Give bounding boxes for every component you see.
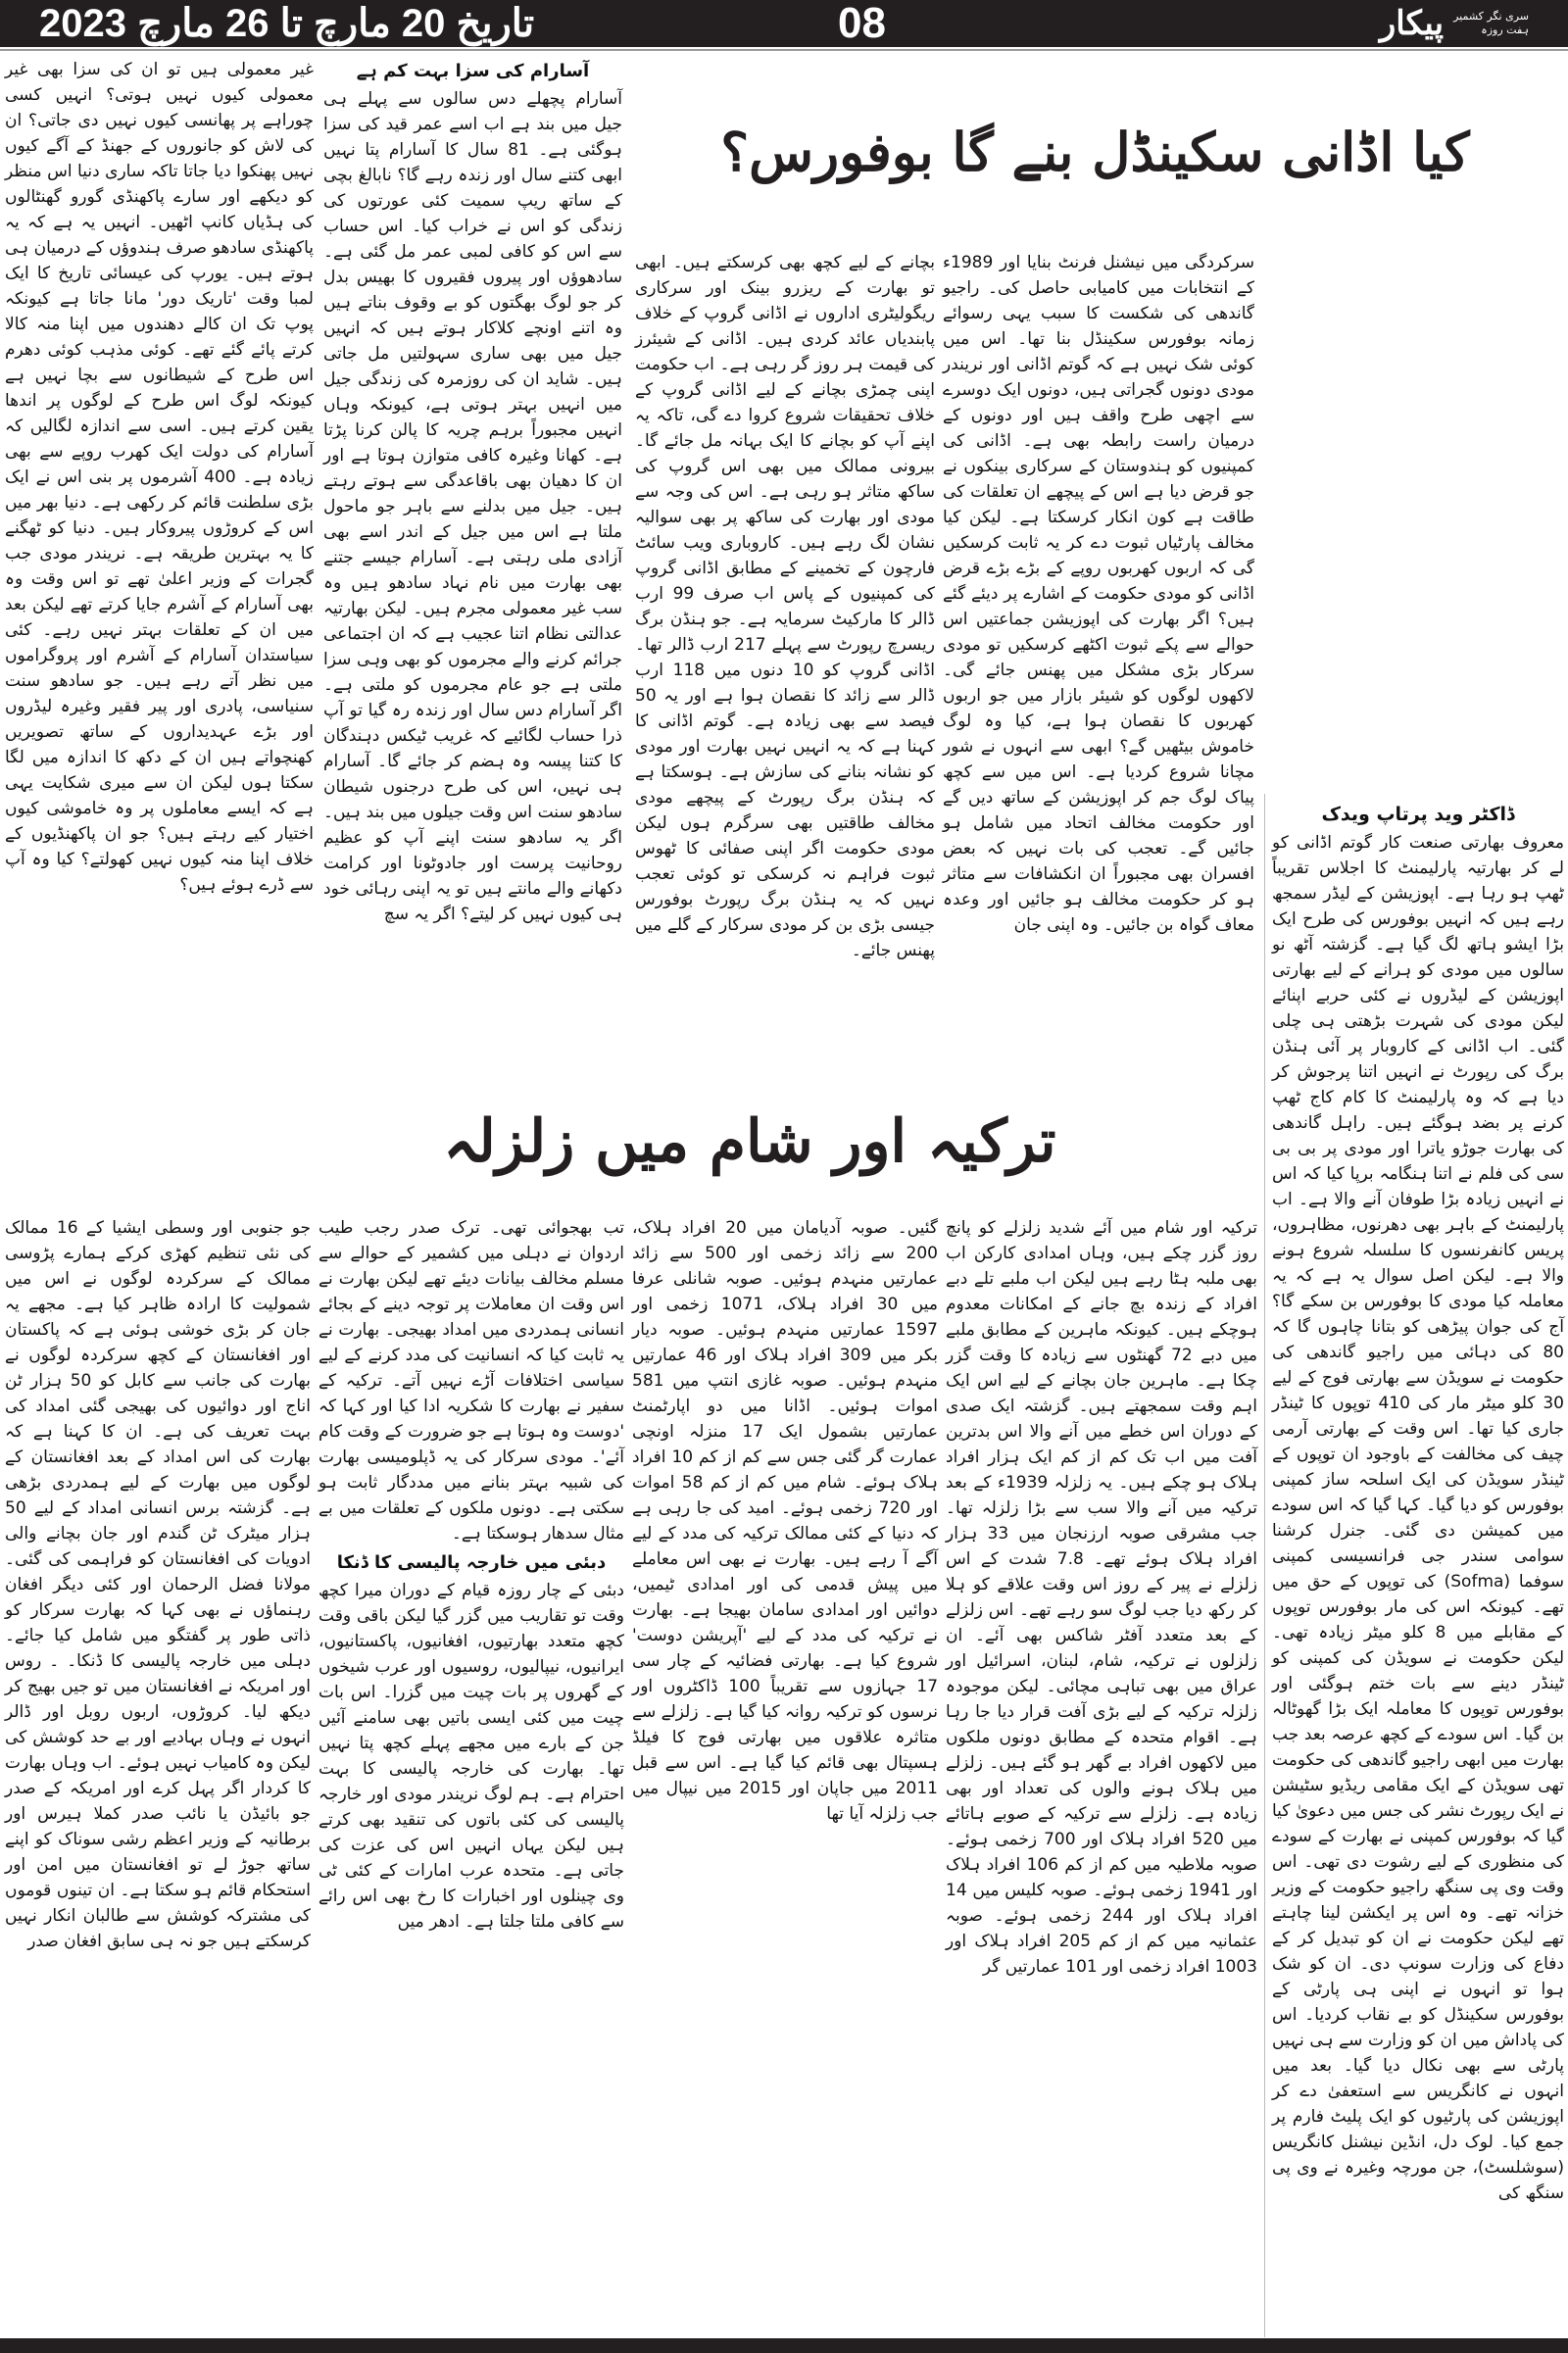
masthead xyxy=(0,0,1568,47)
column-divider xyxy=(1264,794,1265,2337)
asaram-subhead: آسارام کی سزا بہت کم ہے xyxy=(356,61,590,81)
quake-paragraph: جو جنوبی اور وسطی ایشیا کے 16 ممالک کی نئی تنظیم کھڑی کرکے ہمارے پڑوسی ممالک کے سرکردہ لوگوں نے اس میں شمولیت کا ارادہ ظاہر کیا ہے۔ مجھے یہ جان کر بڑی خوشی ہوئی ہے کہ پاکستان اور افغانستان کے کچھ سرکردہ لوگوں نے بھارت کی جانب سے کابل کو 50 ہزار ٹن اناج اور دوائیوں کی بھیجی گئی امداد کی بہت تعریف کی ہے۔ ان کا کہنا ہے کہ بھارت کی اس امداد کے بعد افغانستان کے لوگوں میں بھارت کے لیے ہمدردی بڑھی ہے۔ گزشتہ برس انسانی امداد کے لیے 50 ہزار میٹرک ٹن گندم اور جان بچانے والی ادویات کی افغانستان کو فراہمی کی گئی۔ مولانا فضل الرحمان اور کئی دیگر افغان رہنماؤں نے بھی کہا کہ بھارت سرکار کو ذاتی طور پر گفتگو میں شامل کیا جائے۔ دہلی میں خارجہ پالیسی کا ڈنکا۔ ۔ روس اور امریکہ نے افغانستان میں تو جیں بھیج کر دیکھ لیا۔ کروڑوں، اربوں روبل اور ڈالر انہوں نے وہاں بہادیے اور بے حد کوشش کی لیکن وہ کامیاب نہیں ہوئے۔ اب وہاں بھارت کا کردار اگر پہل کرے اور امریکہ کے صدر جو بائیڈن یا نائب صدر کملا ہیرس اور برطانیہ کے وزیر اعظم رشی سوناک کو اپنے ساتھ جوڑ لے تو افغانستان میں امن اور استحکام قائم ہو سکتا ہے۔ ان تینوں قوموں کی مشترکہ کوشش سے طالبان انکار نہیں کرسکتے ہیں جو نہ ہی سابق افغان صدر xyxy=(4,1218,311,1951)
footer-bar xyxy=(0,2338,1568,2353)
logo-place: سری نگر کشمیر xyxy=(1453,10,1529,23)
logo-tag: ہفت روزہ xyxy=(1481,24,1529,36)
quake-paragraph: گئیں۔ صوبہ آدیامان میں 20 افراد ہلاک، 200 سے زائد زخمی اور 500 سے زائد عمارتیں منہدم ہوئیں۔ صوبہ شانلی عرفا میں 30 افراد ہلاک، 1071 زخمی اور 1597 عمارتیں منہدم ہوئیں۔ صوبہ دیار بکر میں 309 افراد ہلاک اور 46 عمارتیں منہدم ہوئیں۔ صوبہ غازی انتپ میں 581 اموات ہوئیں۔ اڈانا میں دو اپارٹمنٹ عمارتیں بشمول ایک 17 منزلہ اونچی عمارت گر گئی جس سے کم از کم 10 افراد ہلاک ہوئے۔ شام میں کم از کم 58 اموات اور 720 زخمی ہوئے۔ امید کی جا رہی ہے کہ دنیا کے کئی ممالک ترکیہ کی مدد کے لیے آگے آ رہے ہیں۔ بھارت نے بھی اس معاملے میں پیش قدمی کی اور امدادی ٹیمیں، دوائیں اور امدادی سامان بھیجا ہے۔ بھارت نے ترکیہ کی مدد کے لیے 'آپریشن دوست' شروع کیا ہے۔ بھارتی فضائیہ کے چار سی 17 جہازوں سے تقریباً 100 ڈاکٹروں اور نرسوں کو ترکیہ روانہ کیا گیا ہے۔ زلزلے سے متاثرہ علاقوں میں بھارتی فوج کا فیلڈ ہسپتال بھی قائم کیا گیا ہے۔ اس سے قبل 2011 میں جاپان اور 2015 میں نیپال میں جب زلزلہ آیا تھا xyxy=(632,1218,939,1824)
logo-name: پیکار xyxy=(1379,4,1445,43)
quake-column-3 xyxy=(318,1215,624,1936)
adani-column-1 xyxy=(943,250,1254,940)
quake-column-2 xyxy=(632,1215,938,1829)
quake-paragraph: ترکیہ اور شام میں آئے شدید زلزلے کو پانچ روز گزر چکے ہیں، وہاں امدادی کارکن اب بھی ملبہ ہٹا رہے ہیں لیکن اب ملبے تلے دبے افراد کے زندہ بچ جانے کے امکانات معدوم ہوچکے ہیں۔ کیونکہ ماہرین کے مطابق ملبے میں دبے 72 گھنٹوں سے زیادہ کا وقت گزر چکا ہے۔ ماہرین جان بچانے کے لیے اس ایک اہم وقت سمجھتے ہیں۔ گزشتہ ایک صدی کے دوران اس خطے میں آنے والا اس بدترین آفت میں اب تک کم از کم ایک ہزار افراد ہلاک ہو چکے ہیں۔ یہ زلزلہ 1939ء کے بعد ترکیہ میں آنے والا سب سے بڑا زلزلہ تھا۔ جب مشرقی صوبہ ارزنجان میں 33 ہزار افراد ہلاک ہوئے تھے۔ 7.8 شدت کے اس زلزلے نے پیر کے روز اس وقت علاقے کو ہلا کر رکھ دیا جب لوگ سو رہے تھے۔ اس زلزلے کے بعد متعدد آفٹر شاکس بھی آئے۔ ان زلزلوں نے ترکیہ، شام، لبنان، اسرائیل اور عراق میں بھی تباہی مچائی۔ لیکن موجودہ زلزلہ ترکیہ کے لیے بڑی آفت قرار دیا جا رہا ہے۔ اقوام متحدہ کے مطابق دونوں ملکوں میں لاکھوں افراد بے گھر ہو گئے ہیں۔ زلزلے میں ہلاک ہونے والوں کی تعداد اور بھی زیادہ ہے۔ زلزلے سے ترکیہ کے صوبے ہاتائے میں 520 افراد ہلاک اور 700 زخمی ہوئے۔ صوبہ ملاطیہ میں کم از کم 106 افراد ہلاک اور 1941 زخمی ہوئے۔ صوبہ کلیس میں 14 افراد ہلاک اور 244 زخمی ہوئے۔ صوبہ عثمانیہ میں کم از کم 205 افراد ہلاک اور 1003 افراد زخمی اور 101 عمارتیں گر xyxy=(946,1218,1258,1977)
quake-column-4 xyxy=(5,1215,311,1956)
adani-paragraph: معروف بھارتی صنعت کار گوتم اڈانی کو لے کر بھارتیہ پارلیمنٹ کا اجلاس تقریباً ٹھپ ہو رہا ہے۔ اپوزیشن کے لیڈر سمجھ رہے ہیں کہ انہیں بوفورس کی طرح ایک بڑا ایشو ہاتھ لگ گیا ہے۔ گزشتہ آٹھ نو سالوں میں مودی کو ہرانے کے لیے بھارتی اپوزیشن کے لیڈروں نے کئی حربے اپنائے لیکن مودی کی شہرت بڑھتی ہی چلی گئی۔ اب اڈانی کے کاروبار پر آئی ہنڈن برگ کی رپورٹ نے انہیں اتنا پرجوش کر دیا ہے کہ وہ پارلیمنٹ کا کام کاج ٹھپ کرنے پر بضد ہوگئے ہیں۔ راہل گاندھی کی بھارت جوڑو یاترا اور مودی پر بی بی سی کی فلم نے اتنا ہنگامہ برپا کیا کہ اس نے انہیں زیادہ بڑا طوفان آنے والا ہے۔ اب پارلیمنٹ کے باہر بھی دھرنوں، مظاہروں، پریس کانفرنسوں کا سلسلہ شروع ہونے والا ہے۔ لیکن اصل سوال یہ ہے کہ یہ معاملہ کیا مودی کا بوفورس بن سکے گا؟ آج کی جوان پیڑھی کو بتانا چاہوں گا کہ 80 کی دہائی میں راجیو گاندھی کی حکومت نے سویڈن سے بھارتی فوج کے لیے 30 کلو میٹر مار کی 410 توپوں کا ٹینڈر جاری کیا تھا۔ اس وقت کے بھارتی آرمی چیف کی مخالفت کے باوجود ان توپوں کے ٹینڈر سویڈن کی ایک اسلحہ ساز کمپنی بوفورس کو دیا گیا۔ کہا گیا کہ اس سودے میں کمیشن دی گئی۔ جنرل کرشنا سوامی سندر جی فرانسیسی کمپنی سوفما (Sofma) کی توپوں کے حق میں تھے۔ کیونکہ اس کی مار بوفورس توپوں کے مقابلے میں 8 کلو میٹر زیادہ تھی۔ لیکن حکومت نے سویڈن کی کمپنی کو ٹینڈر دینے سے بات ختم ہوگئی اور بوفورس توپوں کا معاملہ ایک بڑا گھوٹالہ بن گیا۔ اس سودے کے کچھ عرصہ بعد جب بھارت میں ابھی راجیو گاندھی کی حکومت تھی سویڈن کے ایک مقامی ریڈیو سٹیشن نے ایک رپورٹ نشر کی جس میں دعویٰ کیا گیا کہ بوفورس کمپنی نے بھارت کے سودے کی منظوری کے لیے رشوت دی تھی۔ اس وقت وی پی سنگھ راجیو حکومت کے وزیر خزانہ تھے۔ وہ اس پر ایکشن لینا چاہتے تھے لیکن حکومت نے ان کو تبدیل کر کے دفاع کی وزارت سونپ دی۔ ان کو شک ہوا تو انہوں نے اپنی ہی پارٹی کے بوفورس سکینڈل کو بے نقاب کردیا۔ اس کی پاداش میں ان کو وزارت سے ہی نہیں پارٹی سے بھی نکال دیا گیا۔ بعد میں انہوں نے کانگریس سے استعفیٰ دے کر اپوزیشن کی پارٹیوں کو ایک پلیٹ فارم پر جمع کیا۔ لوک دل، انڈین نیشنل کانگریس (سوشلسٹ)، جن مورچہ وغیرہ نے وی پی سنگھ کی xyxy=(1272,833,1565,2203)
dubai-subhead: دبئی میں خارجہ پالیسی کا ڈنکا xyxy=(336,1552,607,1573)
asaram-column-2 xyxy=(5,57,314,900)
adani-column-2 xyxy=(635,250,935,965)
quake-headline: ترکیہ اور شام میں زلزلہ xyxy=(443,1107,1056,1176)
author-byline: ڈاکٹر وید پرتاپ ویدک xyxy=(1321,804,1515,825)
adani-column-main xyxy=(1272,799,1564,2208)
adani-paragraph: سرکردگی میں نیشنل فرنٹ بنایا اور 1989ء کے انتخابات میں کامیابی حاصل کی۔ راجیو گاندھی کی شکست کا سبب یہی رسوائے زمانہ بوفورس سکینڈل بنا تھا۔ اس میں کوئی شک نہیں ہے کہ گوتم اڈانی اور نریندر مودی دونوں گجراتی ہیں، دونوں ایک دوسرے سے اچھی طرح واقف ہیں اور دونوں کے درمیان راست رابطہ بھی ہے۔ اڈانی کی کمپنیوں کو ہندوستان کے سرکاری بینکوں نے جو قرض دیا ہے اس کے پیچھے ان تعلقات کی طاقت ہے کون انکار کرسکتا ہے۔ لیکن کیا مخالف پارٹیاں ثبوت دے کر یہ ثابت کرسکیں گی کہ اربوں کھربوں روپے کے بڑے بڑے قرض اڈانی کو مودی حکومت کے اشارے پر دیئے گئے ہیں؟ اگر بھارت کی اپوزیشن جماعتیں اس حوالے سے پکے ثبوت اکٹھے کرسکیں تو مودی سرکار بڑی مشکل میں پھنس جائے گی۔ لاکھوں لوگوں کو شیئر بازار میں جو اربوں کھربوں کا نقصان ہوا ہے، کیا وہ لوگ خاموش بیٹھیں گے؟ ابھی سے انہوں نے شور مچانا شروع کردیا ہے۔ اس میں سے کچھ پیاک لوگ جم کر اپوزیشن کے ساتھ دیں گے اور حکومت مخالف اتحاد میں شامل ہو جائیں گے۔ تعجب کی بات نہیں کہ بعض افسران بھی مجبوراً ان انکشافات سے متاثر ہو کر حکومت مخالف ہو جائیں اور وعدہ معاف گواہ بن جائیں۔ وہ اپنی جان xyxy=(943,253,1254,935)
dubai-paragraph: دبئی کے چار روزہ قیام کے دوران میرا کچھ وقت تو تقاریب میں گزر گیا لیکن باقی وقت کچھ متعدد بھارتیوں، افغانیوں، پاکستانیوں، ایرانیوں، نیپالیوں، روسیوں اور عرب شیخوں کے گھروں پر بات چیت میں گزرا۔ اس بات چیت میں کئی ایسی باتیں بھی سامنے آئیں جن کے بارے میں مجھے پہلے کچھ پتا نہیں تھا۔ بھارت کی خارجہ پالیسی کا بہت احترام ہے۔ ہم لوگ نریندر مودی اور خارجہ پالیسی کی کئی باتوں کی تنقید بھی کرتے ہیں لیکن یہاں انہیں اس کی عزت کی جاتی ہے۔ متحدہ عرب امارات کے کئی ٹی وی چینلوں اور اخبارات کا رخ بھی اس رائے سے کافی ملتا جلتا ہے۔ ادھر میں xyxy=(318,1581,624,1932)
quake-column-1 xyxy=(946,1215,1257,1982)
asaram-paragraph: غیر معمولی ہیں تو ان کی سزا بھی غیر معمولی کیوں نہیں ہوتی؟ انہیں کسی چوراہے پر پھانسی کیوں نہیں دی جاتی؟ ان کی لاش کو جانوروں کے جھنڈ کے آگے کیوں نہیں پھنکوا دیا جاتا تاکہ ساری دنیا اس منظر کو دیکھے اور سارے پاکھنڈی گورو گھنٹالوں کی ہڈیاں کانپ اٹھیں۔ انہیں یہ ہے کہ یہ پاکھنڈی سادھو صرف ہندوؤں کے درمیان ہی ہوتے ہیں۔ یورپ کی عیسائی تاریخ کا ایک لمبا وقت 'تاریک دور' مانا جاتا ہے کیونکہ پوپ تک ان کالے دھندوں میں اپنا منہ کالا کرتے پائے گئے تھے۔ کوئی مذہب کوئی دھرم اس طرح کے شیطانوں سے بچا نہیں ہے کیونکہ لوگ اس طرح کے لوگوں پر اندھا یقین کرتے ہیں۔ اسی سے اندازہ لگالیں کہ آسارام کی دولت ایک کھرب روپے سے بھی زیادہ ہے۔ 400 آشرموں پر بنی اس نے ایک بڑی سلطنت قائم کر رکھی ہے۔ دنیا بھر میں اس کے کروڑوں پیروکار ہیں۔ دنیا کو ٹھگنے کا یہ بہترین طریقہ ہے۔ نریندر مودی جب گجرات کے وزیر اعلیٰ تھے تو اس وقت وہ بھی آسارام کے آشرم جایا کرتے تھے لیکن بعد میں ان کے تعلقات بہتر نہیں رہے۔ کئی سیاستدان آسارام کے آشرم اور پروگراموں میں نظر آتے رہے ہیں۔ جو سادھو سنت سنیاسی، پادری اور پیر فقیر وغیرہ لیڈروں اور بڑے عہدیداروں کے ساتھ تصویریں کھنچواتے ہیں ان کے دکھ کا اندازہ میں لگا سکتا ہوں لیکن ان سے میری شکایت یہی ہے کہ ایسے معاملوں پر وہ خاموشی کیوں اختیار کیے رہتے ہیں؟ جو ان پاکھنڈیوں کے خلاف اپنا منہ کیوں نہیں کھولتے؟ کیا وہ آپ سے ڈرے ہوئے ہیں؟ xyxy=(5,60,315,895)
asaram-paragraph: آسارام پچھلے دس سالوں سے پہلے ہی جیل میں بند ہے اب اسے عمر قید کی سزا ہوگئی ہے۔ 81 سال کا آسارام پتا نہیں ابھی کتنے سال اور زندہ رہے گا؟ نابالغ بچی کے ساتھ ریپ سمیت کئی عورتوں کی زندگی کو اس نے خراب کیا۔ اس حساب سے اس کو کافی لمبی عمر مل گئی ہے۔ سادھوؤں اور پیروں فقیروں کا بھیس بدل کر جو لوگ بھگتوں کو بے وقوف بناتے ہیں وہ اتنے اونچے کلاکار ہوتے ہیں کہ انہیں جیل میں بھی ساری سہولتیں مل جاتی ہیں۔ شاید ان کی روزمرہ کی زندگی جیل میں انہیں بہتر ہوتی ہے، کیونکہ وہاں انہیں مجبوراً برہم چریہ کا پالن کرنا پڑتا ہے۔ کھانا وغیرہ کافی متوازن ہوتا ہے اور ان کا دھیان بھی باقاعدگی سے ہوتے رہتے ہیں۔ جیل میں بدلنے سے باہر جو ماحول ملتا ہے اس میں جیل کے اندر اسے بھی آزادی ملی رہتی ہے۔ آسارام جیسے جتنے بھی بھارت میں نام نہاد سادھو ہیں وہ سب غیر معمولی مجرم ہیں۔ لیکن بھارتیہ عدالتی نظام اتنا عجیب ہے کہ ان اجتماعی جرائم کرنے والے مجرموں کو بھی وہی سزا ملتی ہے جو عام مجرموں کو ملتی ہے۔ اگر آسارام دس سال اور زندہ رہ گیا تو آپ ذرا حساب لگائیے کہ غریب ٹیکس دہندگان کا کتنا پیسہ وہ ہضم کر جائے گا۔ آسارام ہی نہیں، اس کی طرح درجنوں شیطان سادھو سنت اس وقت جیلوں میں بند ہیں۔ اگر یہ سادھو سنت اپنے آپ کو عظیم روحانیت پرست اور جادوٹونا اور کرامت دکھانے والے مانتے ہیں تو یہ اپنی رہائی خود ہی کیوں نہیں کر لیتے؟ اگر یہ سچ xyxy=(323,89,623,924)
page-number: 08 xyxy=(838,0,886,47)
masthead-rule xyxy=(0,49,1568,51)
adani-paragraph: بچانے کے لیے کچھ بھی کرسکتے ہیں۔ ابھی تو بھارت کے ریزرو بینک اور سرکاری ریگولیٹری اداروں نے اڈانی گروپ کے خلاف پابندیاں عائد کردی ہیں۔ اڈانی کے شیئرز کی قیمت ہر روز گر رہی ہے۔ اب حکومت اپنی چمڑی بچانے کے لیے اڈانی گروپ کے خلاف تحقیقات شروع کروا دے گی، تاکہ یہ اپنے آپ کو بچانے کا ایک بہانہ مل جائے گا۔ بیرونی ممالک میں بھی اس گروپ کی ساکھ متاثر ہو رہی ہے۔ اس کی وجہ سے مودی اور بھارت کی ساکھ پر بھی سوالیہ نشان لگ رہے ہیں۔ کاروباری ویب سائٹ فارچون کے تخمینے کے مطابق اڈانی گروپ کی کمپنیوں کے پاس اب صرف 99 ارب ڈالر کا مارکیٹ سرمایہ ہے۔ جو ہنڈن برگ ریسرچ رپورٹ سے پہلے 217 ارب ڈالر تھا۔ اڈانی گروپ کو 10 دنوں میں 118 ارب ڈالر سے زائد کا نقصان ہوا ہے اور یہ 50 فیصد سے بھی زیادہ ہے۔ گوتم اڈانی کا کہنا ہے کہ یہ انہیں نہیں بھارت اور مودی کو نشانہ بنانے کی سازش ہے۔ ہوسکتا ہے کہ ہنڈن برگ رپورٹ کے پیچھے مودی مخالف طاقتیں بھی سرگرم ہوں لیکن مودی حکومت اگر اپنی صفائی کا ٹھوس ثبوت فراہم نہ کرسکی تو کوئی تعجب نہیں کہ یہ ہنڈن برگ رپورٹ بوفورس جیسی بڑی بن کر مودی سرکار کے گلے میں پھنس جائے۔ xyxy=(635,253,936,960)
adani-headline: کیا اڈانی سکینڈل بنے گا بوفورس؟ xyxy=(720,121,1470,183)
asaram-column-1 xyxy=(323,57,622,929)
issue-date: تاریخ 20 مارچ تا 26 مارچ 2023 xyxy=(39,2,535,45)
quake-paragraph: تب بھجوائی تھی۔ ترک صدر رجب طیب اردوان نے دہلی میں کشمیر کے حوالے سے مسلم مخالف بیانات دیئے تھے لیکن بھارت نے اس وقت ان معاملات پر توجہ دینے کے بجائے انسانی ہمدردی میں امداد بھیجی۔ بھارت نے یہ ثابت کیا کہ انسانیت کی مدد کرنے کے لیے سیاسی اختلافات آڑے نہیں آتے۔ ترکیہ کے سفیر نے بھارت کا شکریہ ادا کیا اور کہا کہ 'دوست وہ ہوتا ہے جو ضرورت کے وقت کام آئے'۔ مودی سرکار کی یہ ڈپلومیسی بھارت کی شبیہ بہتر بنانے میں مددگار ثابت ہو سکتی ہے۔ دونوں ملکوں کے تعلقات میں بے مثال سدھار ہوسکتا ہے۔ xyxy=(318,1218,624,1544)
newspaper-logo xyxy=(1380,0,1529,47)
